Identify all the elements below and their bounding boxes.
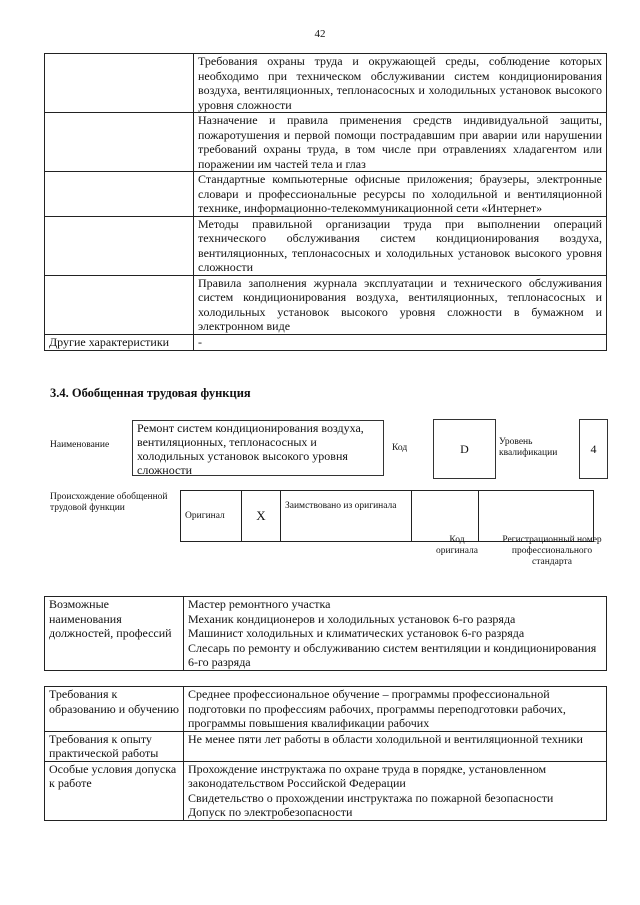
positions-table (44, 596, 607, 671)
requirements-table (44, 686, 607, 821)
requirement-label: Требования к опыту практической работы (45, 731, 184, 761)
borrowed-label: Заимствовано из оригинала (281, 491, 412, 542)
list-item: Допуск по электробезопасности (188, 805, 353, 819)
table-cell-label: Другие характеристики (45, 334, 194, 350)
original-mark: X (242, 491, 281, 542)
table-row (45, 761, 607, 820)
table-cell-label (45, 216, 194, 275)
reg-number-cell (479, 491, 594, 542)
code-label: Код (392, 443, 408, 453)
table-row (45, 113, 607, 172)
section-heading: 3.4. Обобщенная трудовая функция (50, 386, 251, 400)
positions-label: Возможные наименования должностей, профессий (45, 597, 184, 671)
table-row (181, 491, 594, 542)
table-row (45, 731, 607, 761)
positions-list (184, 597, 607, 671)
table-row (45, 275, 607, 334)
table-row (45, 54, 607, 113)
table-row (45, 687, 607, 732)
list-item: Свидетельство о прохождении инструктажа по пожарной безопасности (188, 790, 554, 805)
code-original-caption: Код оригинала (436, 535, 478, 556)
list-item: Механик кондиционеров и холодильных установок 6-го разряда (188, 611, 516, 626)
level-field: 4 (579, 419, 608, 479)
table-cell-text: Назначение и правила применения средств индивидуальной защиты, пожаротушения и первой помощи пострадавшим при аварии или нарушении требований охраны труда, в том числе при отравлениях хладагентом или поражении им частей тела и глаз (194, 113, 607, 172)
page-number: 42 (314, 28, 326, 40)
table-cell-label (45, 275, 194, 334)
code-original-cell (412, 491, 479, 542)
table-cell-label (45, 54, 194, 113)
function-name-field: Ремонт систем кондиционирования воздуха, вентиляционных, теплонасосных и холодильных установок высокого уровня сложности (132, 420, 384, 476)
requirement-label: Требования к образованию и обучению (45, 687, 184, 732)
list-item: Мастер ремонтного участка (188, 597, 331, 611)
original-label: Оригинал (181, 491, 242, 542)
code-field: D (433, 419, 496, 479)
table-cell-text: Требования охраны труда и окружающей среды, соблюдение которых необходимо при техническом обслуживании систем кондиционирования воздуха, вентиляционных, теплонасосных и холодильных установок высокого уровня сложности (194, 54, 607, 113)
list-item: Прохождение инструктажа по охране труда в порядке, установленном законодательством Российской Федерации (188, 761, 547, 790)
table-cell-text: - (194, 334, 607, 350)
table-cell-text: Методы правильной организации труда при выполнении операций технического обслуживания систем кондиционирования воздуха, вентиляционных, теплонасосных и холодильных установок высокого уровня сложности (194, 216, 607, 275)
table-cell-text: Стандартные компьютерные офисные приложения; браузеры, электронные словари и профессиональные ресурсы по холодильной и вентиляционной технике, информационно-телекоммуникационной сети «Интернет» (194, 172, 607, 217)
name-label: Наименование (50, 440, 110, 450)
requirement-text: Не менее пяти лет работы в области холодильной и вентиляционной техники (184, 731, 607, 761)
table-row (45, 597, 607, 671)
requirement-text: Среднее профессиональное обучение – программы профессиональной подготовки по профессиям рабочих, программы переподготовки рабочих, программы повышения квалификации рабочих (184, 687, 607, 732)
requirement-label: Особые условия допуска к работе (45, 761, 184, 820)
table-cell-label (45, 172, 194, 217)
list-item: Машинист холодильных и климатических установок 6-го разряда (188, 626, 525, 640)
table-cell-label (45, 113, 194, 172)
requirement-list (184, 761, 607, 820)
table-row (45, 172, 607, 217)
origin-label: Происхождение обобщенной трудовой функции (50, 492, 168, 513)
reg-number-caption: Регистрационный номер профессионального стандарта (502, 535, 602, 567)
table-row (45, 216, 607, 275)
list-item: Слесарь по ремонту и обслуживанию систем вентиляции и кондиционирования 6-го разряда (188, 640, 597, 669)
table-row (45, 334, 607, 350)
knowledge-table (44, 53, 607, 351)
table-cell-text: Правила заполнения журнала эксплуатации и технического обслуживания систем кондиционирования воздуха, вентиляционных, теплонасосных и холодильных установок высокого уровня сложности в бумажном и электронном виде (194, 275, 607, 334)
level-label: Уровень квалификации (499, 437, 558, 458)
